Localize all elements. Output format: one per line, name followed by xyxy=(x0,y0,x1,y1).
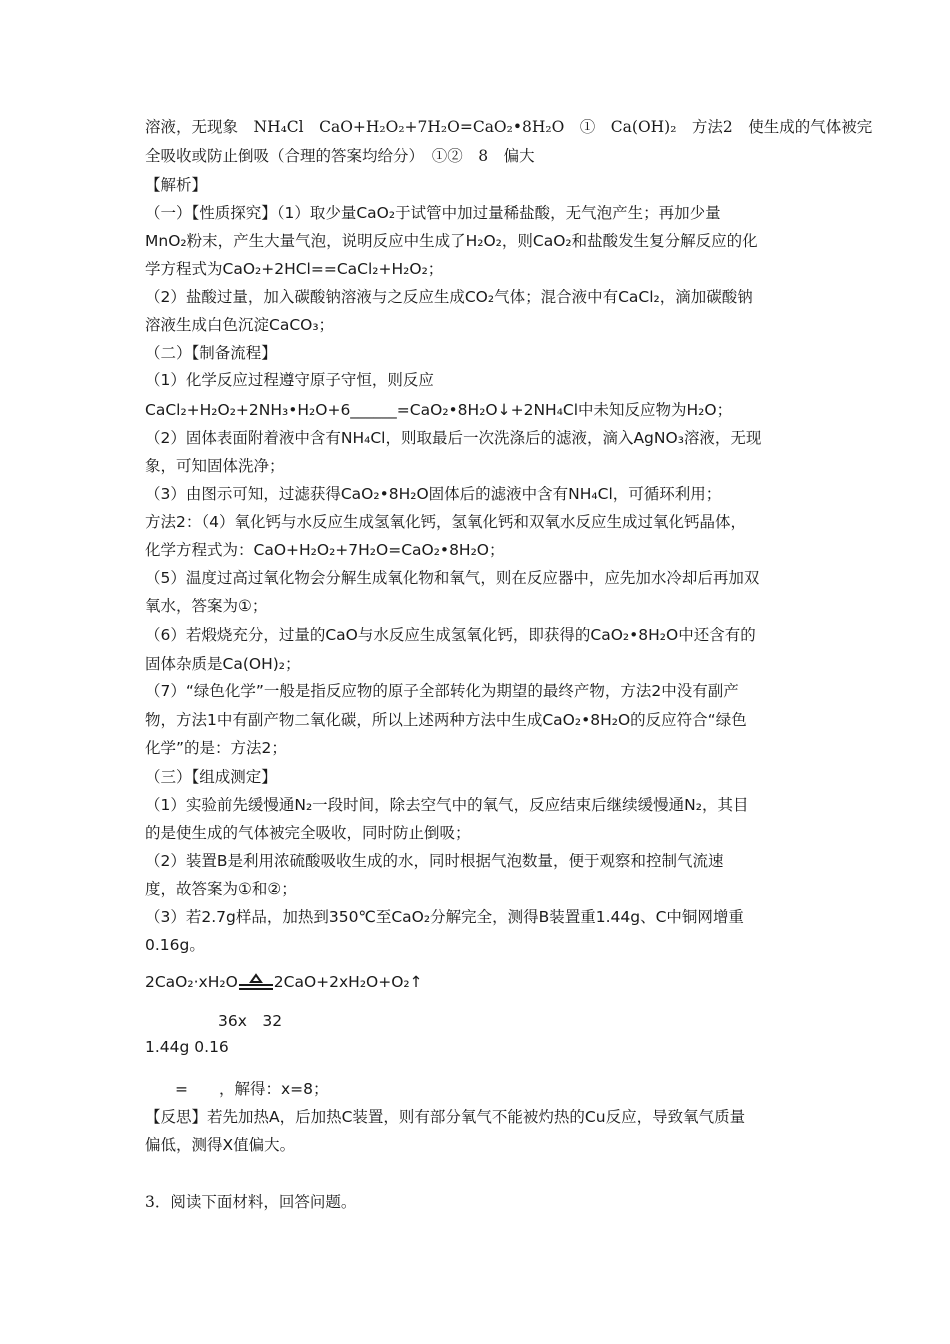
analysis-line: （5）温度过高过氧化物会分解生成氧化物和氧气，则在反应器中，应先加水冷却后再加双 xyxy=(145,569,760,587)
analysis-line: 固体杂质是Ca(OH)₂； xyxy=(145,655,301,673)
answer-line-1: 溶液，无现象 NH₄Cl CaO+H₂O₂+7H₂O=CaO₂•8H₂O ① Ca(OH)₂ 方法2 使生成的气体被完 xyxy=(145,118,873,136)
analysis-line: （一）【性质探究】（1）取少量CaO₂于试管中加过量稀盐酸，无气泡产生；再加少量 xyxy=(145,204,721,222)
equation-line xyxy=(145,972,423,993)
analysis-line: （3）由图示可知，过滤获得CaO₂•8H₂O固体后的滤液中含有NH₄Cl，可循环利用； xyxy=(145,485,722,503)
analysis-line: 象，可知固体洗净； xyxy=(145,457,285,475)
equation-right: 2CaO+2xH₂O+O₂↑ xyxy=(273,973,423,991)
reflection-line-2: 偏低，测得X值偏大。 xyxy=(145,1136,296,1154)
analysis-heading: 【解析】 xyxy=(145,176,208,194)
analysis-line: 的是使生成的气体被完全吸收，同时防止倒吸； xyxy=(145,824,471,842)
equation-ratio: 36x 32 xyxy=(218,1012,283,1030)
analysis-line: （2）固体表面附着液中含有NH₄Cl，则取最后一次洗涤后的滤液，滴入AgNO₃溶液，无现 xyxy=(145,429,762,447)
analysis-line: 度，故答案为①和②； xyxy=(145,880,297,898)
heating-condition-icon xyxy=(238,973,274,993)
analysis-line: （1）实验前先缓慢通N₂一段时间，除去空气中的氧气，反应结束后继续缓慢通N₂，其目 xyxy=(145,796,749,814)
analysis-line: （1）化学反应过程遵守原子守恒，则反应 xyxy=(145,371,434,389)
analysis-line: 氧水，答案为①； xyxy=(145,597,268,615)
equation-masses: 1.44g 0.16 xyxy=(145,1038,229,1056)
reflection-line-1: 【反思】若先加热A，后加热C装置，则有部分氧气不能被灼热的Cu反应，导致氧气质量 xyxy=(145,1108,746,1126)
analysis-line: 物，方法1中有副产物二氧化碳，所以上述两种方法中生成CaO₂•8H₂O的反应符合“绿色 xyxy=(145,711,747,729)
analysis-line: 溶液生成白色沉淀CaCO₃； xyxy=(145,316,335,334)
equation-left: 2CaO₂·xH₂O xyxy=(145,973,238,991)
analysis-line: 0.16g。 xyxy=(145,936,205,954)
analysis-line: 化学方程式为：CaO+H₂O₂+7H₂O=CaO₂•8H₂O； xyxy=(145,541,505,559)
section-heading: （三）【组成测定】 xyxy=(145,768,277,786)
equation-solution: = ，解得：x=8； xyxy=(175,1080,329,1098)
analysis-line: 学方程式为CaO₂+2HCl==CaCl₂+H₂O₂； xyxy=(145,260,444,278)
analysis-line: （7）“绿色化学”一般是指反应物的原子全部转化为期望的最终产物，方法2中没有副产 xyxy=(145,682,739,700)
analysis-line: 方法2：（4）氧化钙与水反应生成氢氧化钙，氢氧化钙和双氧水反应生成过氧化钙晶体， xyxy=(145,513,746,531)
section-heading: （二）【制备流程】 xyxy=(145,344,277,362)
analysis-line: （2）盐酸过量，加入碳酸钠溶液与之反应生成CO₂气体；混合液中有CaCl₂，滴加碳酸钠 xyxy=(145,288,753,306)
analysis-line: （2）装置B是利用浓硫酸吸收生成的水，同时根据气泡数量，便于观察和控制气流速 xyxy=(145,852,724,870)
analysis-line: 化学”的是：方法2； xyxy=(145,739,287,757)
analysis-line: （3）若2.7g样品，加热到350℃至CaO₂分解完全，测得B装置重1.44g、C中铜网增重 xyxy=(145,908,744,926)
analysis-line: CaCl₂+H₂O₂+2NH₃•H₂O+6______=CaO₂•8H₂O↓+2NH₄Cl中未知反应物为H₂O； xyxy=(145,401,733,419)
analysis-line: MnO₂粉末，产生大量气泡，说明反应中生成了H₂O₂，则CaO₂和盐酸发生复分解反应的化 xyxy=(145,232,758,250)
answer-line-2: 全吸收或防止倒吸（合理的答案均给分） ①② 8 偏大 xyxy=(145,147,535,165)
analysis-line: （6）若煅烧充分，过量的CaO与水反应生成氢氧化钙，即获得的CaO₂•8H₂O中还含有的 xyxy=(145,626,756,644)
next-question: 3．阅读下面材料，回答问题。 xyxy=(145,1193,357,1211)
